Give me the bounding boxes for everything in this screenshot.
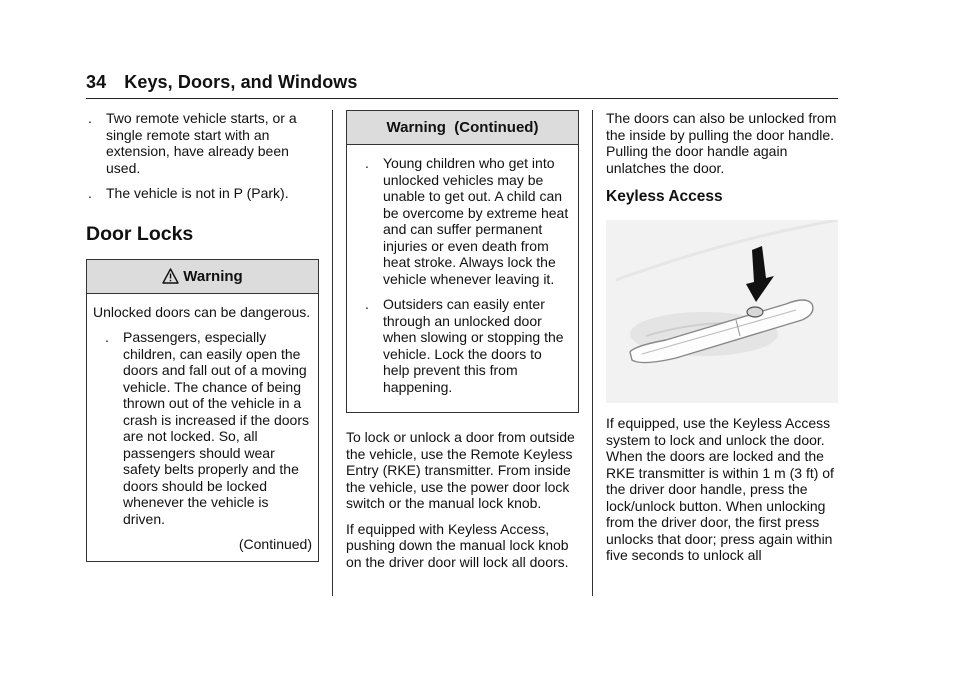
warning-box-header [87,260,318,294]
paragraph: If equipped, use the Keyless Access system to lock and unlock the door. When the doors are locked and the RKE transmitter is within 1 m (3 ft) of the driver door handle, press the lock/unlock button. When unlocking from the driver door, the first press unlocks that door; press again within five seconds to unlock all [606,415,834,563]
warning-box [86,259,319,562]
page-number: 34 [86,72,107,92]
lock-button-icon [747,307,763,317]
list-item-text: Young children who get into unlocked vehicles may be unable to get out. A child can be overcome by extreme heat and can suffer permanent injuries or even death from heat stroke. Always lock the vehicle whenever leaving it. [383,155,569,287]
list-item [86,110,320,176]
list-item [363,296,572,395]
warning-box-body [87,294,318,561]
bullet-marker: . [365,296,369,312]
paragraph: If equipped with Keyless Access, pushing down the manual lock knob on the driver door will lock all doors. [346,520,569,570]
warning-icon [162,263,179,296]
paragraph: The doors can also be unlocked from the inside by pulling the door handle. Pulling the door handle again unlatches the door. [606,110,837,176]
bullet-marker: . [105,329,109,345]
door-handle-image [606,220,838,403]
warning-box-body [347,145,578,412]
continued-label: (Continued) [238,536,312,552]
bullet-marker: . [88,185,92,201]
warning-box-header: Warning (Continued) [347,111,578,145]
column-3 [606,110,840,573]
list-item [363,155,572,287]
list-item [103,329,312,527]
door-handle-illustration [606,220,838,403]
page-title: Keys, Doors, and Windows [124,72,358,92]
warning-intro: Unlocked doors can be dangerous. [93,303,311,320]
bullet-marker: . [88,110,92,126]
column-2 [346,110,580,579]
list-item-text: The vehicle is not in P (Park). [106,185,289,201]
column-1 [86,110,320,562]
list-item-text: Passengers, especially children, can easily open the doors and fall out of a moving vehicle. The chance of being thrown out of the vehicle in a crash is increased if the doors are not locked. So, all passengers should wear safety belts properly and the doors should be locked whenever the vehicle is driven. [123,329,309,527]
warning-heading: Warning [183,267,243,285]
list-item [86,185,320,202]
page-header [86,72,838,93]
section-heading: Door Locks [86,222,194,245]
paragraph: To lock or unlock a door from outside the vehicle, use the Remote Keyless Entry (RKE) transmitter. From inside the vehicle, use the power door lock switch or the manual lock knob. [346,429,575,511]
list-item-text: Outsiders can easily enter through an unlocked door when slowing or stopping the vehicle. Lock the doors to help prevent this from happening. [383,296,564,395]
column-divider [332,110,333,596]
subsection-heading: Keyless Access [606,188,723,205]
bullet-marker: . [365,155,369,171]
header-rule [86,98,838,99]
column-divider [592,110,593,596]
list-item-text: Two remote vehicle starts, or a single remote start with an extension, have already been used. [106,110,297,176]
warning-box-continued [346,110,579,413]
